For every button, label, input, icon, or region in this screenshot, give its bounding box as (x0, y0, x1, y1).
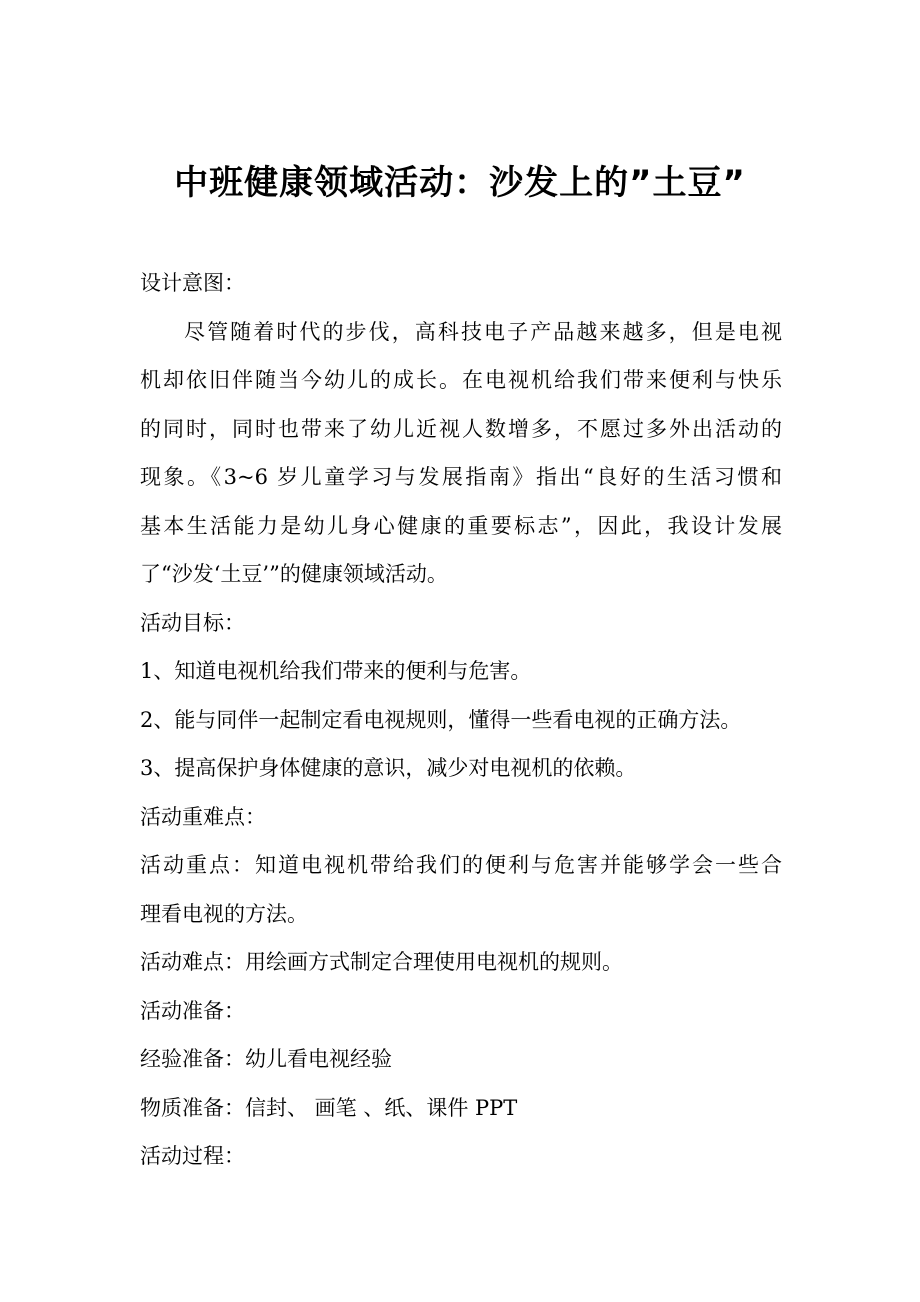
goal-item-1: 1、知道电视机给我们带来的便利与危害。 (140, 659, 532, 683)
paragraph-line: 基本生活能力是幼儿身心健康的重要标志”，因此，我设计发展 (140, 513, 782, 538)
paragraph-line: 现象。《3~6 岁儿童学习与发展指南》指出“良好的生活习惯和 (140, 465, 782, 489)
document-title: 中班健康领域活动：沙发上的”土豆” (174, 163, 746, 203)
key-point-line: 理看电视的方法。 (140, 901, 308, 926)
experience-preparation: 经验准备：幼儿看电视经验 (140, 1047, 392, 1071)
section-heading-goals: 活动目标： (140, 610, 245, 635)
section-heading-design-intent: 设计意图： (140, 271, 245, 295)
difficulty-line: 活动难点：用绘画方式制定合理使用电视机的规则。 (140, 950, 623, 974)
paragraph-line: 尽管随着时代的步伐，高科技电子产品越来越多，但是电视 (184, 319, 782, 344)
key-point-line: 活动重点：知道电视机带给我们的便利与危害并能够学会一些合 (140, 853, 782, 877)
document-body (140, 259, 782, 1181)
paragraph-line: 的同时，同时也带来了幼儿近视人数增多，不愿过多外出活动的 (140, 416, 782, 441)
goal-item-2: 2、能与同伴一起制定看电视规则，懂得一些看电视的正确方法。 (140, 707, 742, 732)
material-preparation: 物质准备：信封、 画笔 、纸、课件 PPT (140, 1095, 518, 1120)
section-heading-key-points: 活动重难点： (140, 804, 266, 829)
section-heading-preparation: 活动准备： (140, 998, 245, 1023)
section-heading-process: 活动过程： (140, 1144, 245, 1168)
paragraph-line: 了“沙发‘土豆’”的健康领域活动。 (140, 562, 448, 586)
paragraph-line: 机却依旧伴随当今幼儿的成长。在电视机给我们带来便利与快乐 (140, 368, 782, 392)
goal-item-3: 3、提高保护身体健康的意识，减少对电视机的依赖。 (140, 756, 637, 780)
